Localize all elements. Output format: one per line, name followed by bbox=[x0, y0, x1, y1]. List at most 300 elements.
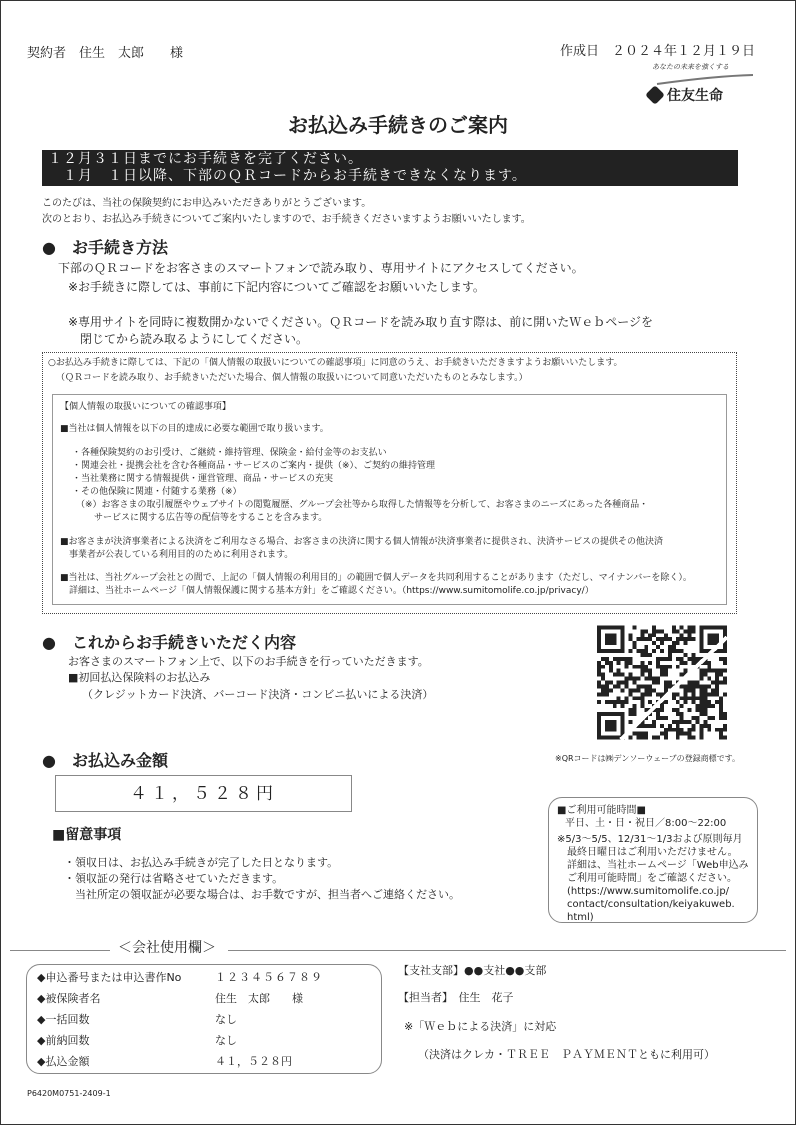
qr-module bbox=[715, 681, 719, 685]
qr-module bbox=[707, 661, 711, 665]
qr-module bbox=[684, 629, 688, 633]
qr-module bbox=[676, 700, 680, 704]
qr-module bbox=[597, 700, 601, 704]
qr-module bbox=[621, 673, 625, 677]
qr-module bbox=[660, 732, 664, 736]
qr-module bbox=[617, 696, 621, 700]
qr-module bbox=[672, 625, 676, 629]
qr-module bbox=[648, 677, 652, 681]
qr-module bbox=[609, 669, 613, 673]
qr-module bbox=[711, 716, 715, 720]
qr-module bbox=[672, 720, 676, 724]
qr-module bbox=[656, 692, 660, 696]
qr-module bbox=[688, 657, 692, 661]
qr-module bbox=[664, 669, 668, 673]
qr-module bbox=[656, 629, 660, 633]
qr-module bbox=[632, 696, 636, 700]
qr-module bbox=[680, 696, 684, 700]
qr-module bbox=[664, 665, 668, 669]
qr-module bbox=[684, 653, 688, 657]
qr-module bbox=[652, 629, 656, 633]
qr-module bbox=[644, 637, 648, 641]
qr-module bbox=[660, 724, 664, 728]
qr-module bbox=[617, 681, 621, 685]
privacy-item: サービスに関する広告等の配信等をすることを含みます。 bbox=[76, 513, 328, 523]
qr-module bbox=[632, 641, 636, 645]
qr-module bbox=[640, 732, 644, 736]
company-row bbox=[37, 992, 377, 1006]
qr-module bbox=[613, 673, 617, 677]
qr-module bbox=[632, 688, 636, 692]
qr-module bbox=[680, 657, 684, 661]
section-heading-procedure: ● これからお手続きいただく内容 bbox=[42, 633, 296, 652]
row-value: ４１，５２８円 bbox=[215, 1055, 292, 1068]
qr-module bbox=[629, 633, 633, 637]
qr-module bbox=[636, 649, 640, 653]
qr-module bbox=[648, 724, 652, 728]
qr-module bbox=[617, 673, 621, 677]
qr-module bbox=[688, 732, 692, 736]
qr-module bbox=[707, 669, 711, 673]
qr-module bbox=[707, 692, 711, 696]
qr-module bbox=[660, 673, 664, 677]
qr-module bbox=[707, 716, 711, 720]
qr-module bbox=[629, 708, 633, 712]
hours-note: html) bbox=[557, 912, 594, 923]
company-row bbox=[37, 1055, 377, 1069]
qr-module bbox=[625, 700, 629, 704]
section-heading-method: ● お手続き方法 bbox=[42, 238, 168, 257]
qr-module bbox=[648, 653, 652, 657]
qr-module bbox=[644, 677, 648, 681]
qr-module bbox=[625, 684, 629, 688]
logo-swoosh bbox=[655, 74, 755, 86]
qr-module bbox=[672, 649, 676, 653]
qr-module bbox=[688, 708, 692, 712]
qr-module bbox=[656, 657, 660, 661]
qr-module bbox=[688, 684, 692, 688]
qr-module bbox=[640, 633, 644, 637]
qr-module bbox=[719, 732, 723, 736]
qr-module bbox=[644, 736, 648, 740]
qr-module bbox=[684, 637, 688, 641]
qr-module bbox=[640, 637, 644, 641]
qr-module bbox=[625, 665, 629, 669]
qr-module bbox=[695, 684, 699, 688]
qr-module bbox=[652, 688, 656, 692]
qr-module bbox=[672, 641, 676, 645]
qr-module bbox=[692, 625, 696, 629]
qr-module bbox=[672, 728, 676, 732]
qr-module bbox=[684, 669, 688, 673]
qr-module bbox=[601, 688, 605, 692]
qr-module bbox=[676, 637, 680, 641]
qr-module bbox=[723, 681, 727, 685]
qr-module bbox=[688, 696, 692, 700]
qr-module bbox=[640, 629, 644, 633]
qr-module bbox=[605, 700, 609, 704]
logo-mark-icon bbox=[645, 85, 665, 105]
qr-module bbox=[692, 736, 696, 740]
row-value: 住生 太郎 様 bbox=[215, 992, 303, 1005]
qr-module bbox=[699, 732, 703, 736]
qr-module bbox=[699, 684, 703, 688]
qr-module bbox=[609, 700, 613, 704]
qr-module bbox=[597, 684, 601, 688]
qr-module bbox=[648, 661, 652, 665]
qr-module bbox=[695, 720, 699, 724]
qr-module bbox=[632, 732, 636, 736]
qr-module bbox=[640, 669, 644, 673]
qr-module bbox=[676, 732, 680, 736]
qr-module bbox=[640, 704, 644, 708]
qr-module bbox=[695, 708, 699, 712]
qr-module bbox=[640, 724, 644, 728]
qr-module bbox=[699, 692, 703, 696]
qr-module bbox=[723, 657, 727, 661]
qr-module bbox=[668, 653, 672, 657]
qr-module bbox=[609, 681, 613, 685]
qr-module bbox=[629, 677, 633, 681]
qr-module bbox=[692, 629, 696, 633]
qr-module bbox=[699, 677, 703, 681]
qr-module bbox=[692, 692, 696, 696]
qr-module bbox=[656, 661, 660, 665]
qr-module bbox=[680, 637, 684, 641]
branch-info: 【支社支部】●●支社●●支部 bbox=[398, 964, 547, 977]
qr-module bbox=[688, 629, 692, 633]
qr-module bbox=[632, 712, 636, 716]
qr-module bbox=[597, 665, 601, 669]
qr-module bbox=[699, 696, 703, 700]
qr-module bbox=[632, 708, 636, 712]
qr-module bbox=[640, 653, 644, 657]
qr-module bbox=[707, 728, 711, 732]
form-code: P6420M0751-2409-1 bbox=[27, 1089, 111, 1098]
privacy-title: 【個人情報の取扱いについての確認事項】 bbox=[60, 402, 231, 412]
hours-time: 平日、土・日・祝日／8:00～22:00 bbox=[565, 818, 727, 829]
qr-module bbox=[688, 633, 692, 637]
banner-line: １２月３１日までにお手続きを完了ください。 bbox=[48, 151, 363, 167]
qr-module bbox=[668, 665, 672, 669]
qr-module bbox=[692, 661, 696, 665]
qr-module bbox=[613, 704, 617, 708]
qr-module bbox=[692, 696, 696, 700]
qr-module bbox=[629, 649, 633, 653]
method-text: ※お手続きに際しては、事前に下記内容についてご確認をお願いいたします。 bbox=[68, 280, 485, 294]
qr-module bbox=[605, 657, 609, 661]
qr-module bbox=[699, 736, 703, 740]
qr-module bbox=[621, 700, 625, 704]
logo-text: 住友生命 bbox=[667, 88, 723, 104]
qr-module bbox=[676, 712, 680, 716]
method-text: ※専用サイトを同時に複数開かないでください。ＱＲコードを読み取り直す際は、前に開いたＷｅｂページを bbox=[68, 315, 653, 329]
privacy-text: ■お客さまが決済事業者による決済をご利用なさる場合、お客さまの決済に関する個人情報が決済事業者に提供され、決済サービスの提供その他決済 bbox=[60, 537, 664, 547]
note-item: 当社所定の領収証が必要な場合は、お手数ですが、担当者へご連絡ください。 bbox=[64, 888, 460, 901]
qr-module bbox=[597, 661, 601, 665]
qr-module bbox=[656, 645, 660, 649]
qr-module bbox=[601, 665, 605, 669]
qr-module bbox=[601, 657, 605, 661]
qr-module bbox=[692, 724, 696, 728]
qr-module bbox=[629, 692, 633, 696]
row-value: １２３４５６７８９ bbox=[215, 971, 323, 984]
qr-module bbox=[719, 657, 723, 661]
qr-module bbox=[711, 681, 715, 685]
qr-module bbox=[632, 665, 636, 669]
qr-module bbox=[601, 673, 605, 677]
staff-info: 【担当者】 住生 花子 bbox=[398, 991, 514, 1004]
privacy-text: 事業者が公表している利用目的のために利用されます。 bbox=[60, 550, 294, 560]
qr-module bbox=[664, 633, 668, 637]
qr-module bbox=[601, 677, 605, 681]
qr-module bbox=[597, 673, 601, 677]
qr-module bbox=[719, 681, 723, 685]
qr-module bbox=[703, 704, 707, 708]
qr-module bbox=[660, 669, 664, 673]
payment-method-note: （決済はクレカ・ＴＲＥＥ ＰＡＹＭＥＮＴともに利用可） bbox=[418, 1048, 715, 1061]
page-title: お払込み手続きのご案内 bbox=[288, 113, 508, 137]
hours-note: 最終日曜日はご利用いただけません。 bbox=[557, 847, 738, 858]
qr-module bbox=[648, 637, 652, 641]
qr-module bbox=[652, 677, 656, 681]
qr-module bbox=[621, 657, 625, 661]
qr-module bbox=[644, 645, 648, 649]
qr-module bbox=[664, 673, 668, 677]
qr-module bbox=[723, 692, 727, 696]
qr-module bbox=[676, 649, 680, 653]
qr-module bbox=[676, 720, 680, 724]
qr-module bbox=[648, 669, 652, 673]
qr-module bbox=[684, 700, 688, 704]
qr-module bbox=[676, 728, 680, 732]
qr-module bbox=[632, 677, 636, 681]
qr-module bbox=[632, 625, 636, 629]
qr-module bbox=[652, 633, 656, 637]
qr-module bbox=[723, 669, 727, 673]
qr-module bbox=[601, 684, 605, 688]
qr-module bbox=[692, 728, 696, 732]
available-hours-box bbox=[548, 797, 758, 923]
qr-module bbox=[664, 736, 668, 740]
qr-module bbox=[629, 712, 633, 716]
qr-module bbox=[688, 681, 692, 685]
qr-module bbox=[688, 736, 692, 740]
qr-module bbox=[699, 688, 703, 692]
qr-module bbox=[719, 696, 723, 700]
qr-module bbox=[684, 732, 688, 736]
qr-module bbox=[644, 688, 648, 692]
consent-text: （ＱＲコードを読み取り、お手続きいただいた場合、個人情報の取扱いについて同意いただいたものとみなします。） bbox=[56, 373, 528, 383]
qr-module bbox=[715, 669, 719, 673]
hours-note: ※5/3～5/5、12/31～1/3および原則毎月 bbox=[557, 834, 743, 845]
qr-module bbox=[640, 696, 644, 700]
qr-module bbox=[644, 732, 648, 736]
qr-module bbox=[629, 661, 633, 665]
qr-module bbox=[699, 700, 703, 704]
qr-module bbox=[625, 677, 629, 681]
qr-module bbox=[699, 728, 703, 732]
qr-module bbox=[648, 633, 652, 637]
qr-module bbox=[644, 669, 648, 673]
qr-module bbox=[652, 625, 656, 629]
qr-module bbox=[644, 653, 648, 657]
qr-module bbox=[664, 657, 668, 661]
banner-line: １月 １日以降、下部のＱＲコードからお手続きできなくなります。 bbox=[48, 168, 527, 184]
qr-module bbox=[629, 637, 633, 641]
qr-module bbox=[629, 720, 633, 724]
qr-module bbox=[617, 684, 621, 688]
qr-module bbox=[695, 696, 699, 700]
qr-module bbox=[676, 736, 680, 740]
qr-finder bbox=[605, 633, 617, 645]
qr-module bbox=[652, 649, 656, 653]
divider bbox=[228, 950, 786, 951]
notes-heading: ■留意事項 bbox=[52, 827, 122, 843]
qr-module bbox=[664, 700, 668, 704]
qr-module bbox=[621, 681, 625, 685]
qr-module bbox=[699, 704, 703, 708]
intro-text: 次のとおり、お払込み手続きについてご案内いたしますので、お手続きくださいますようお願いいたします。 bbox=[42, 214, 531, 225]
qr-module bbox=[695, 716, 699, 720]
qr-module bbox=[656, 681, 660, 685]
qr-module bbox=[688, 625, 692, 629]
qr-module bbox=[664, 716, 668, 720]
qr-module bbox=[656, 708, 660, 712]
qr-module bbox=[672, 629, 676, 633]
qr-module bbox=[723, 724, 727, 728]
qr-module bbox=[707, 677, 711, 681]
qr-module bbox=[684, 641, 688, 645]
privacy-text: 詳細は、当社ホームページ「個人情報保護に関する基本方針」をご確認ください。（https://www.sumitomolife.co.jp/privacy/） bbox=[60, 586, 594, 596]
qr-module bbox=[699, 724, 703, 728]
qr-module bbox=[656, 716, 660, 720]
qr-module bbox=[613, 700, 617, 704]
qr-module bbox=[664, 728, 668, 732]
qr-module bbox=[605, 692, 609, 696]
qr-module bbox=[640, 684, 644, 688]
qr-module bbox=[613, 657, 617, 661]
qr-module bbox=[707, 724, 711, 728]
hours-note: ご利用可能時間」をご確認ください。 bbox=[557, 873, 737, 884]
qr-module bbox=[652, 724, 656, 728]
company-logo bbox=[648, 88, 723, 105]
qr-module bbox=[680, 720, 684, 724]
qr-module bbox=[723, 736, 727, 740]
qr-module bbox=[605, 688, 609, 692]
row-label: ◆一括回数 bbox=[37, 1013, 90, 1026]
qr-module bbox=[684, 661, 688, 665]
qr-module bbox=[632, 645, 636, 649]
qr-module bbox=[632, 681, 636, 685]
qr-module bbox=[656, 712, 660, 716]
qr-module bbox=[703, 696, 707, 700]
qr-module bbox=[715, 677, 719, 681]
qr-module bbox=[629, 673, 633, 677]
qr-module bbox=[672, 645, 676, 649]
qr-module bbox=[652, 641, 656, 645]
qr-module bbox=[715, 673, 719, 677]
qr-module bbox=[695, 704, 699, 708]
qr-module bbox=[668, 649, 672, 653]
qr-module bbox=[680, 673, 684, 677]
qr-module bbox=[625, 681, 629, 685]
qr-module bbox=[636, 684, 640, 688]
qr-module bbox=[680, 633, 684, 637]
row-value: なし bbox=[215, 1013, 237, 1026]
qr-code[interactable] bbox=[597, 625, 727, 740]
qr-module bbox=[680, 732, 684, 736]
qr-module bbox=[688, 688, 692, 692]
procedure-text: お客さまのスマートフォン上で、以下のお手続きを行っていただきます。 bbox=[68, 655, 429, 668]
qr-module bbox=[688, 728, 692, 732]
qr-module bbox=[668, 637, 672, 641]
qr-module bbox=[644, 629, 648, 633]
qr-module bbox=[656, 736, 660, 740]
qr-module bbox=[692, 657, 696, 661]
qr-module bbox=[676, 708, 680, 712]
qr-module bbox=[684, 696, 688, 700]
qr-module bbox=[644, 684, 648, 688]
row-label: ◆払込金額 bbox=[37, 1055, 90, 1068]
qr-module bbox=[640, 692, 644, 696]
qr-module bbox=[715, 700, 719, 704]
qr-module bbox=[719, 700, 723, 704]
qr-module bbox=[605, 684, 609, 688]
qr-module bbox=[707, 684, 711, 688]
qr-module bbox=[660, 637, 664, 641]
qr-module bbox=[692, 716, 696, 720]
qr-module bbox=[660, 665, 664, 669]
qr-module bbox=[688, 637, 692, 641]
qr-module bbox=[684, 720, 688, 724]
qr-module bbox=[656, 677, 660, 681]
qr-module bbox=[672, 708, 676, 712]
qr-module bbox=[668, 728, 672, 732]
qr-module bbox=[680, 712, 684, 716]
qr-module bbox=[664, 684, 668, 688]
section-heading-amount: ● お払込み金額 bbox=[42, 751, 168, 770]
procedure-text: ■初回払込保険料のお払込み bbox=[68, 671, 211, 684]
qr-module bbox=[640, 673, 644, 677]
qr-module bbox=[668, 681, 672, 685]
qr-module bbox=[644, 649, 648, 653]
company-row bbox=[37, 1034, 377, 1048]
qr-module bbox=[684, 684, 688, 688]
qr-module bbox=[617, 657, 621, 661]
qr-module bbox=[707, 704, 711, 708]
qr-module bbox=[711, 688, 715, 692]
qr-module bbox=[640, 661, 644, 665]
qr-module bbox=[719, 704, 723, 708]
qr-module bbox=[719, 728, 723, 732]
qr-module bbox=[629, 736, 633, 740]
qr-module bbox=[652, 720, 656, 724]
qr-module bbox=[636, 665, 640, 669]
qr-module bbox=[640, 649, 644, 653]
qr-module bbox=[692, 681, 696, 685]
qr-finder bbox=[707, 633, 719, 645]
privacy-item: ・関連会社・提携会社を含む各種商品・サービスのご案内・提供（※）、ご契約の維持管理 bbox=[72, 461, 436, 471]
qr-module bbox=[676, 657, 680, 661]
qr-module bbox=[632, 704, 636, 708]
privacy-item: ・当社業務に関する情報提供・運営管理、商品・サービスの充実 bbox=[72, 474, 334, 484]
qr-module bbox=[715, 684, 719, 688]
qr-module bbox=[684, 688, 688, 692]
qr-module bbox=[605, 681, 609, 685]
qr-module bbox=[625, 657, 629, 661]
web-payment-note: ※「Ｗｅｂによる決済」に対応 bbox=[404, 1020, 557, 1033]
